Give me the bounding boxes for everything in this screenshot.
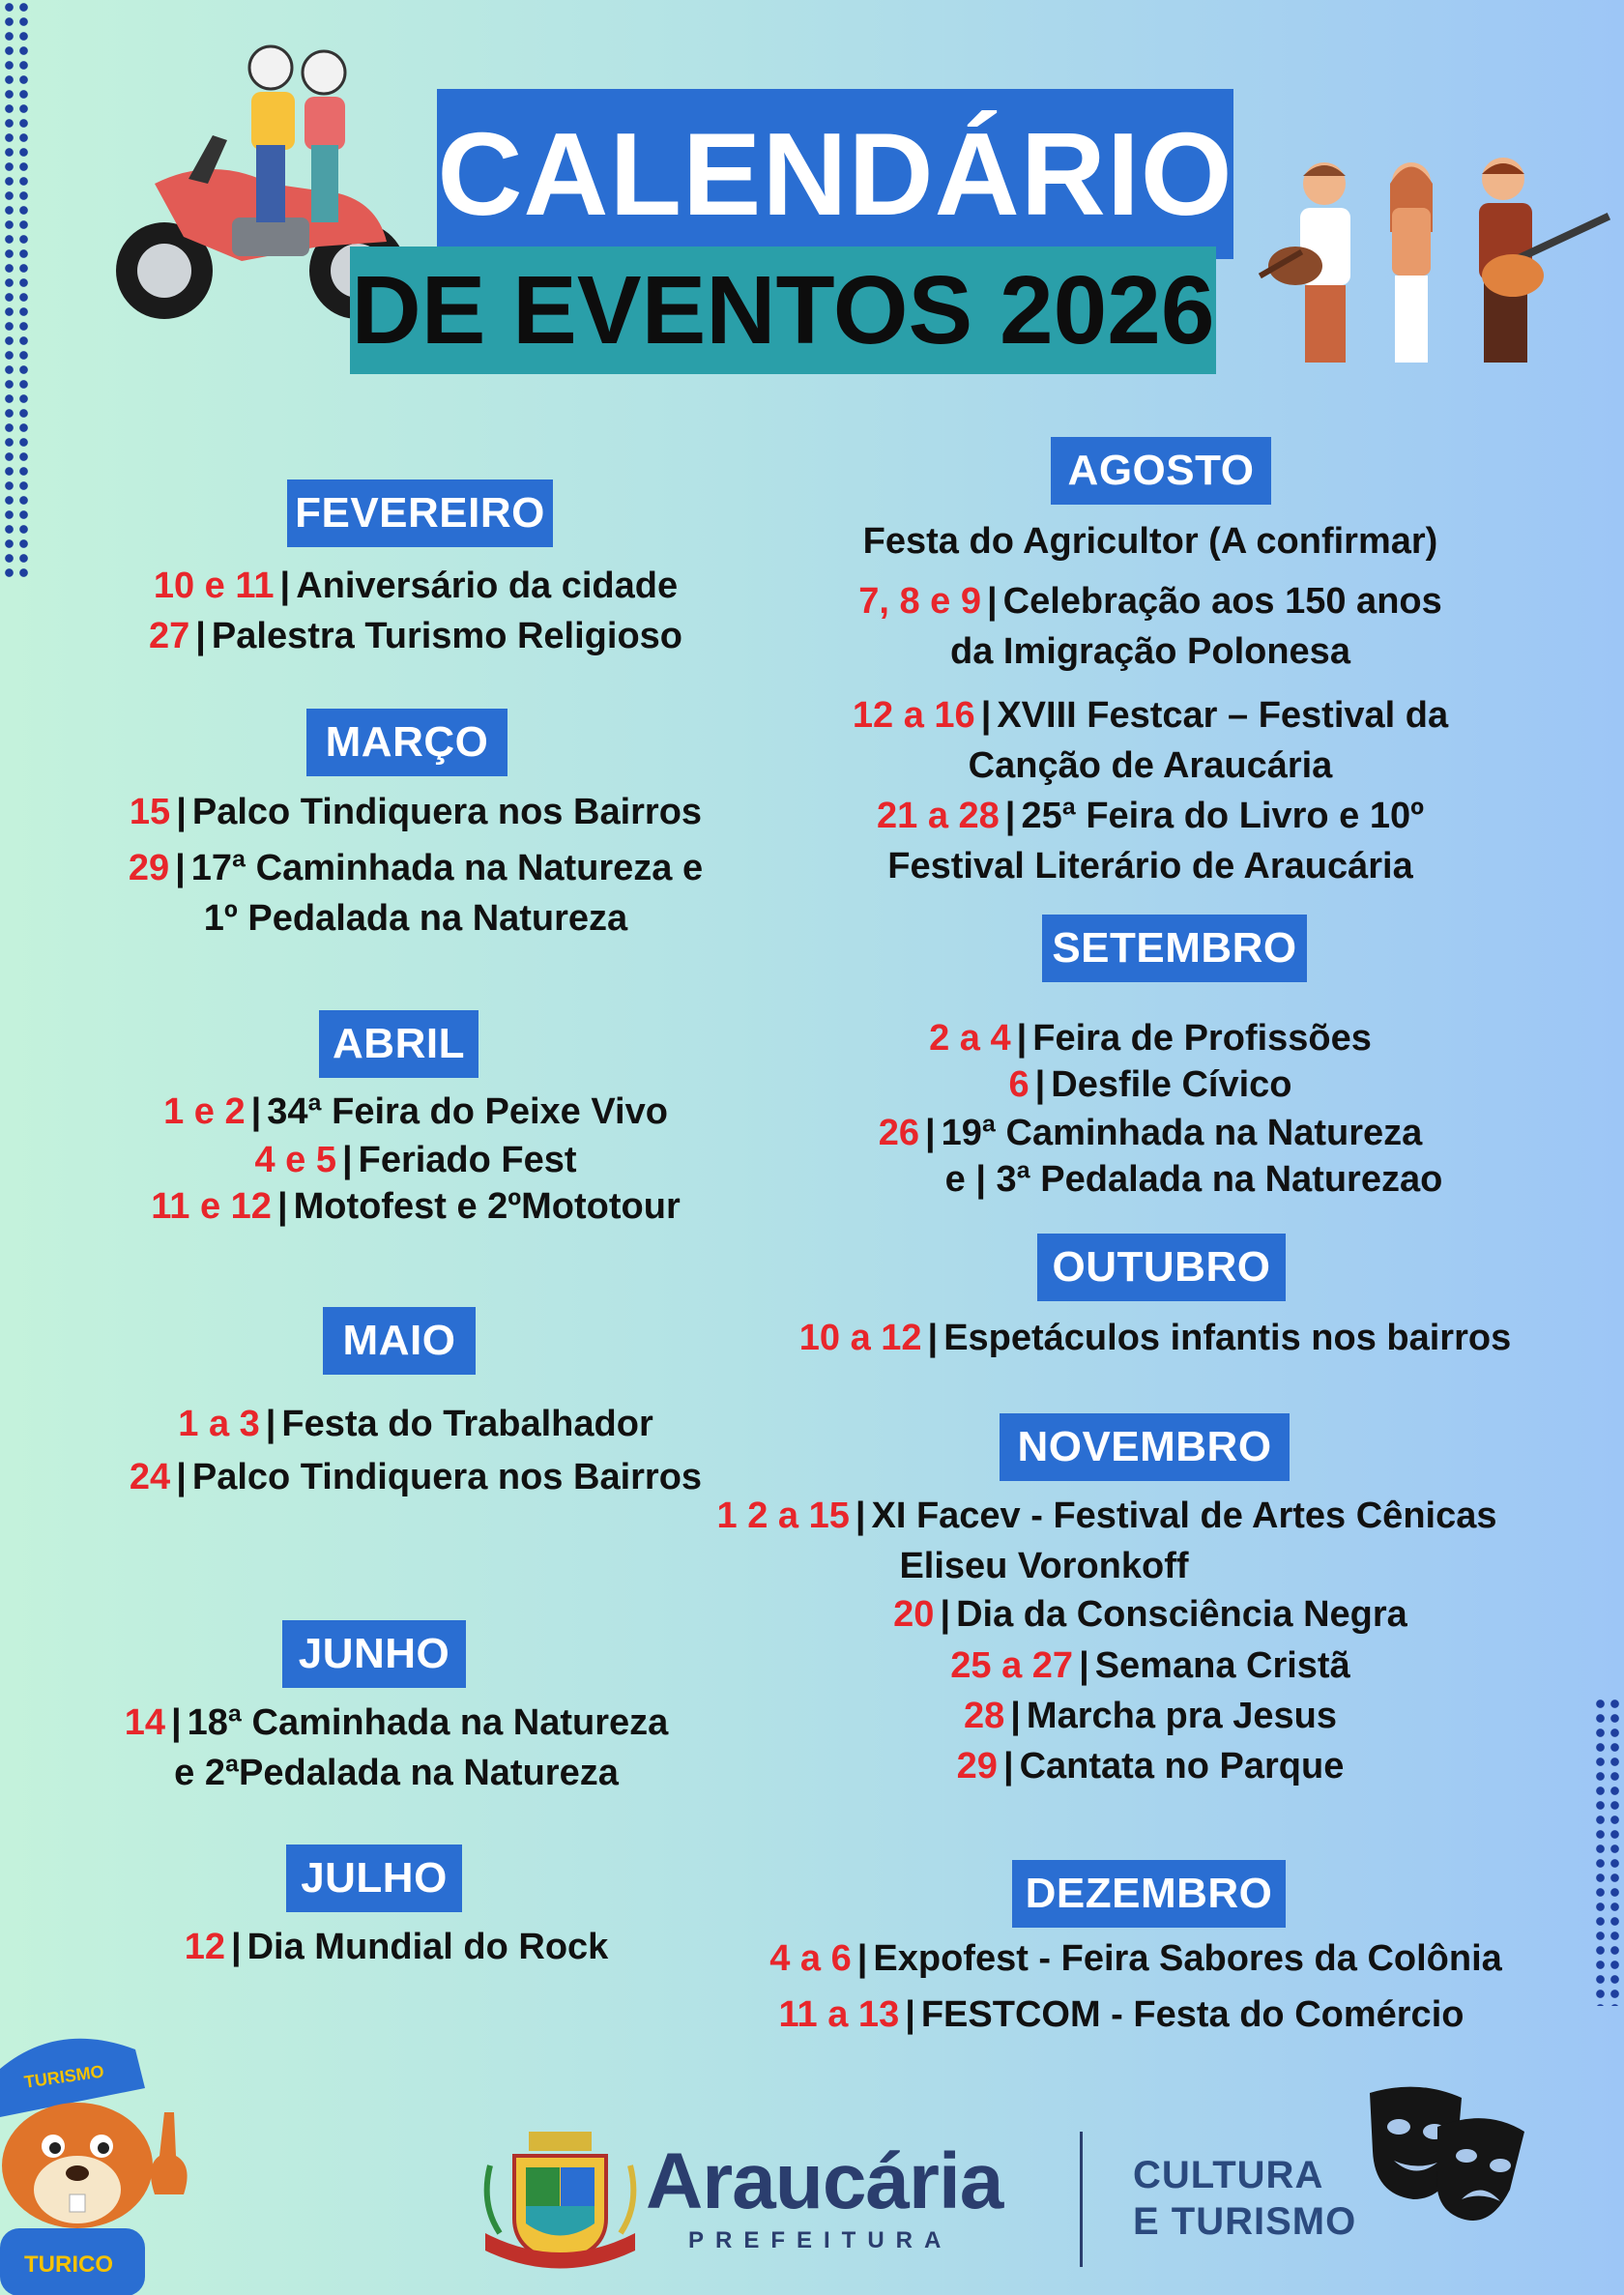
event-junho-1: 14 | 18ª Caminhada na Natureza e 2ªPedalada na Natureza: [39, 1698, 754, 1798]
month-header-novembro: NOVEMBRO: [1000, 1413, 1290, 1481]
event-date: 4 e 5: [254, 1140, 336, 1180]
event-text-continued: e | 3ª Pedalada na Naturezao: [944, 1159, 1443, 1200]
event-marco-2: 29 | 17ª Caminhada na Natureza e 1º Pedalada na Natureza: [58, 843, 773, 944]
event-novembro-2: 20 | Dia da Consciência Negra: [893, 1594, 1407, 1635]
event-text: Feriado Fest: [358, 1140, 577, 1180]
coat-of-arms-icon: [476, 2127, 645, 2272]
event-agosto-3: 21 a 28 | 25ª Feira do Livro e 10º Festival Literário de Araucária: [764, 791, 1537, 891]
event-text: Aniversário da cidade: [296, 566, 679, 606]
event-agosto-intro: Festa do Agricultor (A confirmar): [862, 521, 1438, 562]
month-header-outubro: OUTUBRO: [1037, 1234, 1286, 1301]
event-text: Cantata no Parque: [1019, 1746, 1345, 1787]
event-text-continued: Festival Literário de Araucária: [887, 846, 1413, 886]
event-date: 21 a 28: [877, 796, 1000, 836]
month-header-setembro: SETEMBRO: [1042, 915, 1307, 982]
mascot-cap-text: TURISMO: [22, 2061, 105, 2092]
event-setembro-1: 2 a 4 | Feira de Profissões: [929, 1018, 1372, 1059]
event-date: 12 a 16: [852, 695, 975, 736]
month-header-marco: MARÇO: [306, 709, 508, 776]
event-text: 34ª Feira do Peixe Vivo: [267, 1091, 668, 1132]
event-text: Feira de Profissões: [1032, 1018, 1372, 1059]
event-text-continued: 1º Pedalada na Natureza: [203, 898, 628, 939]
city-name: Araucária: [646, 2137, 1003, 2225]
decorative-dots-right: [1593, 1697, 1622, 2006]
month-header-agosto: AGOSTO: [1051, 437, 1271, 505]
event-date: 2 a 4: [929, 1018, 1011, 1059]
event-date: 29: [128, 848, 170, 888]
event-text: Palestra Turismo Religioso: [211, 616, 683, 656]
decorative-dots-left: [2, 0, 31, 580]
event-text: Dia Mundial do Rock: [246, 1927, 609, 1967]
event-fevereiro-1: 10 e 11 | Aniversário da cidade: [153, 566, 679, 606]
event-text: Expofest - Feira Sabores da Colônia: [873, 1938, 1502, 1979]
event-date: 25 a 27: [950, 1645, 1074, 1686]
event-fevereiro-2: 27 | Palestra Turismo Religioso: [148, 616, 683, 656]
month-header-junho: JUNHO: [282, 1620, 466, 1688]
event-text: Palco Tindiquera nos Bairros: [191, 1457, 703, 1497]
month-header-maio: MAIO: [323, 1307, 476, 1375]
event-date: 20: [893, 1594, 935, 1635]
event-text: Festa do Trabalhador: [281, 1404, 653, 1444]
month-header-julho: JULHO: [286, 1845, 462, 1912]
event-date: 7, 8 e 9: [858, 581, 981, 622]
event-novembro-5: 29 | Cantata no Parque: [956, 1746, 1345, 1787]
prefeitura-label: PREFEITURA: [688, 2227, 953, 2253]
event-maio-2: 24 | Palco Tindiquera nos Bairros: [129, 1457, 703, 1497]
event-date: 26: [878, 1113, 919, 1153]
event-date: 15: [129, 792, 171, 832]
event-text: Dia da Consciência Negra: [956, 1594, 1407, 1635]
event-text: Motofest e 2ºMototour: [293, 1186, 681, 1227]
event-novembro-1: 1 2 a 15 | XI Facev - Festival de Artes Cênicas Eliseu Voronkoff: [706, 1491, 1508, 1591]
month-header-abril: ABRIL: [319, 1010, 478, 1078]
event-julho-1: 12 | Dia Mundial do Rock: [184, 1927, 609, 1967]
event-agosto-1: 7, 8 e 9 | Celebração aos 150 anos da Imigração Polonesa: [764, 576, 1537, 677]
event-date: 1 e 2: [163, 1091, 246, 1132]
event-agosto-2: 12 a 16 | XVIII Festcar – Festival da Canção de Araucária: [764, 690, 1537, 791]
event-text-continued: e 2ªPedalada na Natureza: [174, 1753, 619, 1793]
event-text: XVIII Festcar – Festival da: [997, 695, 1449, 736]
event-text: 19ª Caminhada na Natureza: [941, 1113, 1423, 1153]
event-date: 11 a 13: [778, 1994, 900, 2035]
event-text: 25ª Feira do Livro e 10º: [1021, 796, 1424, 836]
event-text: Semana Cristã: [1094, 1645, 1350, 1686]
month-header-fevereiro: FEVEREIRO: [287, 479, 553, 547]
event-date: 14: [124, 1702, 165, 1743]
event-date: 4 a 6: [769, 1938, 852, 1979]
event-text-continued: da Imigração Polonesa: [950, 631, 1350, 672]
event-abril-3: 11 e 12 | Motofest e 2ºMototour: [151, 1186, 681, 1227]
event-date: 10 a 12: [798, 1318, 922, 1358]
event-date: 27: [148, 616, 190, 656]
event-setembro-2: 6 | Desfile Cívico: [1008, 1064, 1292, 1105]
event-novembro-3: 25 a 27 | Semana Cristã: [950, 1645, 1350, 1686]
event-abril-1: 1 e 2 | 34ª Feira do Peixe Vivo: [163, 1091, 668, 1132]
event-text: Marcha pra Jesus: [1026, 1696, 1337, 1736]
event-dezembro-1: 4 a 6 | Expofest - Feira Sabores da Colônia: [769, 1938, 1502, 1979]
event-text: FESTCOM - Festa do Comércio: [920, 1994, 1464, 2035]
event-date: 11 e 12: [151, 1186, 272, 1227]
event-setembro-3: 26 | 19ª Caminhada na Natureza e | 3ª Pedalada na Naturezao: [764, 1110, 1537, 1203]
title-line-1: CALENDÁRIO: [437, 89, 1233, 259]
event-date: 28: [964, 1696, 1005, 1736]
event-text: 18ª Caminhada na Natureza: [187, 1702, 669, 1743]
event-novembro-4: 28 | Marcha pra Jesus: [964, 1696, 1337, 1736]
mascot-shirt-text: TURICO: [24, 2251, 113, 2278]
department-line-2: E TURISMO: [1133, 2200, 1357, 2243]
band-illustration: [1247, 155, 1619, 367]
event-text: Palco Tindiquera nos Bairros: [191, 792, 703, 832]
event-dezembro-2: 11 a 13 | FESTCOM - Festa do Comércio: [778, 1994, 1464, 2035]
event-text: Celebração aos 150 anos: [1002, 581, 1442, 622]
department-line-1: CULTURA: [1133, 2154, 1324, 2196]
event-abril-2: 4 e 5 | Feriado Fest: [254, 1140, 577, 1180]
event-date: 29: [956, 1746, 998, 1787]
event-date: 6: [1008, 1064, 1030, 1105]
event-date: 1 2 a 15: [716, 1496, 850, 1536]
event-date: 10 e 11: [153, 566, 275, 606]
event-text-continued: Eliseu Voronkoff: [899, 1546, 1189, 1586]
event-date: 12: [184, 1927, 225, 1967]
event-text: Espetáculos infantis nos bairros: [943, 1318, 1512, 1358]
event-marco-1: 15 | Palco Tindiquera nos Bairros: [129, 792, 703, 832]
event-text: XI Facev - Festival de Artes Cênicas: [871, 1496, 1497, 1536]
month-header-dezembro: DEZEMBRO: [1012, 1860, 1286, 1928]
event-text: Desfile Cívico: [1051, 1064, 1292, 1105]
beaver-mascot: [0, 2011, 213, 2295]
title-line-2: DE EVENTOS 2026: [350, 247, 1216, 374]
event-text: 17ª Caminhada na Natureza e: [190, 848, 704, 888]
event-outubro-1: 10 a 12 | Espetáculos infantis nos bairros: [798, 1318, 1512, 1358]
event-date: 1 a 3: [178, 1404, 260, 1444]
event-text-continued: Canção de Araucária: [968, 745, 1333, 786]
theater-masks-icon: [1365, 2083, 1529, 2228]
event-maio-1: 1 a 3 | Festa do Trabalhador: [178, 1404, 653, 1444]
event-date: 24: [129, 1457, 171, 1497]
footer-divider: [1080, 2132, 1083, 2267]
